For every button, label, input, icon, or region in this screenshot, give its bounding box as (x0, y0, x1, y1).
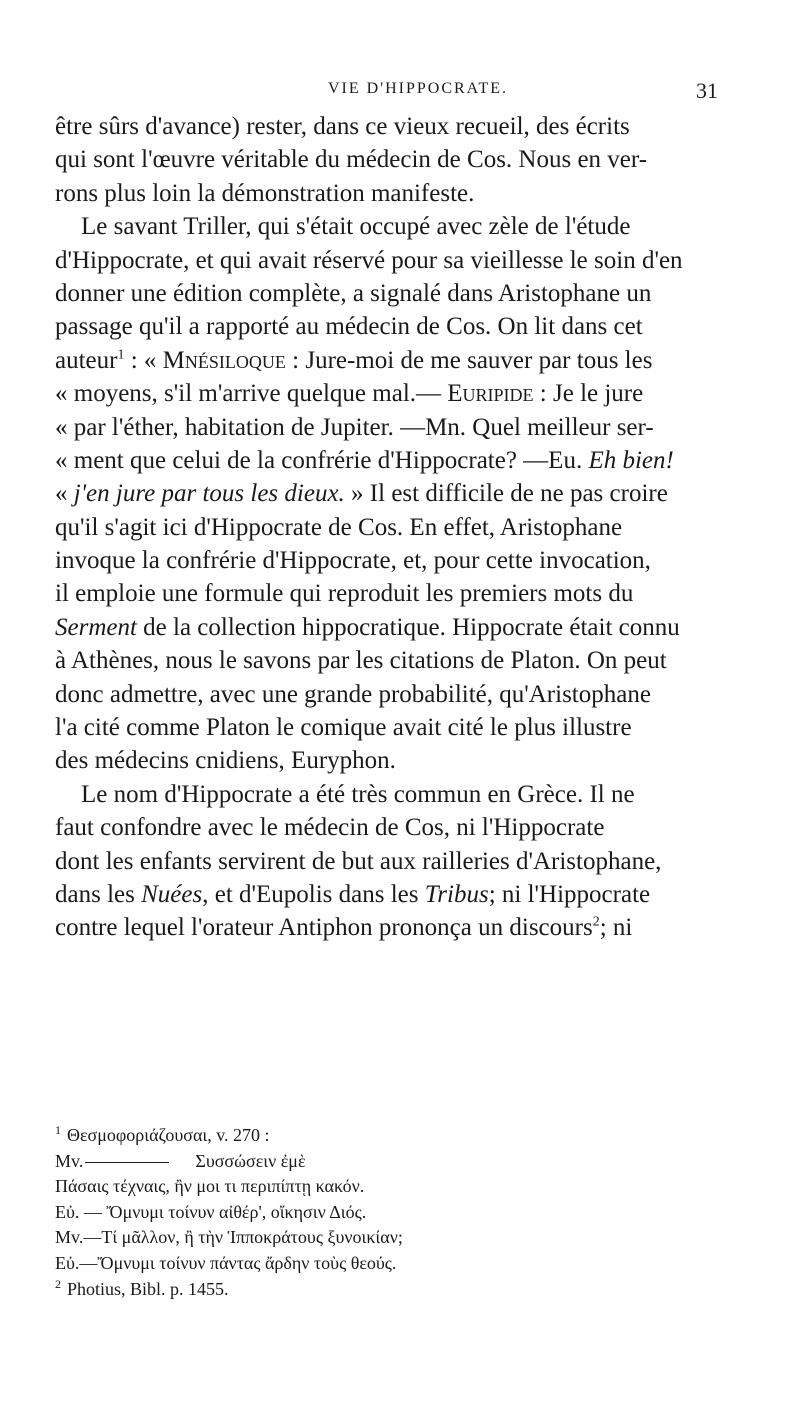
paragraph-start-line: Le savant Triller, qui s'était occupé avec zèle de l'étude (81, 213, 631, 241)
footnote-text: Photius, Bibl. p. 1455. (67, 1278, 229, 1299)
page-number: 31 (696, 78, 718, 103)
text-line: donner une édition complète, a signalé dans Aristophane un (55, 279, 652, 307)
footnote-text: Συσσώσειν ἐμὲ (195, 1150, 306, 1171)
text-line: il emploie une formule qui reproduit les premiers mots du (55, 580, 634, 608)
text-fragment: ; ni (599, 914, 633, 942)
footnote-line: Πάσαις τέχναις, ἢν μοι τι περιπίπτῃ κακόν. (55, 1176, 365, 1197)
footnote-ref: 1 (117, 347, 125, 363)
text-line: à Athènes, nous le savons par les citations de Platon. On peut (55, 647, 667, 675)
footnotes (55, 1123, 720, 1302)
italic-text: Eh bien! (588, 446, 674, 474)
italic-text: j'en jure par tous les dieux. (73, 480, 345, 508)
text-line: dont les enfants servirent de but aux railleries d'Aristophane, (55, 847, 662, 875)
text-fragment: « (55, 480, 74, 508)
text-line: invoque la confrérie d'Hippocrate, et, pour cette invocation, (55, 547, 651, 575)
main-text (55, 110, 720, 945)
text-line: qu'il s'agit ici d'Hippocrate de Cos. En effet, Aristophane (55, 513, 623, 541)
text-line (55, 878, 720, 911)
text-line: « par l'éther, habitation de Jupiter. —Mn. Quel meilleur ser- (55, 413, 654, 441)
speaker-name: Euripide (447, 380, 534, 408)
footnote-line (55, 1123, 720, 1149)
footnote-line: Εὐ.—Ὄμνυμι τοίνυν πάντας ἄρδην τοὺς θεούς. (55, 1252, 397, 1273)
text-fragment: ; ni l'Hippocrate (488, 880, 651, 908)
footnote-text: Θεσμοφοριάζουσαι, v. 270 : (67, 1125, 270, 1145)
text-line: l'a cité comme Platon le comique avait cité le plus illustre (55, 714, 632, 742)
text-fragment: contre lequel l'orateur Antiphon prononça un discours (55, 914, 593, 942)
footnote-text: Mv. (55, 1150, 84, 1171)
text-line (55, 611, 720, 644)
text-fragment: auteur (55, 346, 118, 374)
text-line: être sûrs d'avance) rester, dans ce vieux recueil, des écrits (55, 113, 630, 140)
footnote-ref: 2 (592, 915, 600, 931)
footnote-line (55, 1149, 720, 1175)
text-fragment: : Je le jure (533, 380, 644, 408)
italic-text: Serment (55, 613, 137, 641)
footnote-line: Mv.—Τί μᾶλλον, ἢ τὴν Ἱπποκράτους ξυνοικίαν; (55, 1227, 403, 1248)
text-line: faut confondre avec le médecin de Cos, ni l'Hippocrate (55, 814, 605, 842)
footnote-line (55, 1277, 720, 1303)
italic-text: Nuées (141, 880, 203, 908)
text-fragment: : « (124, 346, 163, 374)
text-fragment: , et d'Eupolis dans les (202, 880, 425, 908)
text-line (55, 344, 720, 377)
text-line (55, 377, 720, 410)
footnote-number: 1 (55, 1123, 61, 1137)
text-fragment: dans les (55, 880, 142, 908)
text-line (55, 911, 720, 944)
footnote-line: Εὐ. — Ὄμνυμι τοίνυν αἰθέρ', οἴκησιν Διός. (55, 1201, 367, 1222)
text-line: donc admettre, avec une grande probabilité, qu'Aristophane (55, 680, 651, 708)
text-fragment: de la collection hippocratique. Hippocrate était connu (136, 613, 680, 641)
footnote-number: 2 (55, 1276, 61, 1291)
dash-rule (85, 1162, 169, 1163)
speaker-name: Mnésiloque (162, 346, 286, 374)
text-line: des médecins cnidiens, Euryphon. (55, 747, 396, 775)
paragraph-start-line: Le nom d'Hippocrate a été très commun en Grèce. Il ne (81, 780, 635, 808)
text-line: passage qu'il a rapporté au médecin de Cos. On lit dans cet (55, 313, 643, 341)
text-fragment: » Il est difficile de ne pas croire (344, 480, 668, 508)
italic-text: Tribus (424, 880, 489, 908)
page-header (118, 78, 718, 108)
text-line (55, 444, 720, 477)
text-line (55, 477, 720, 510)
text-line: qui sont l'œuvre véritable du médecin de Cos. Nous en ver- (55, 146, 648, 174)
text-fragment: : Jure-moi de me sauver par tous les (285, 346, 653, 374)
running-title: VIE D'HIPPOCRATE. (328, 80, 508, 97)
text-line: rons plus loin la démonstration manifeste. (55, 179, 475, 207)
text-line: d'Hippocrate, et qui avait réservé pour sa vieillesse le soin d'en (55, 246, 683, 274)
text-fragment: « moyens, s'il m'arrive quelque mal.— (55, 380, 448, 408)
text-fragment: « ment que celui de la confrérie d'Hippocrate? —Eu. (55, 446, 589, 474)
